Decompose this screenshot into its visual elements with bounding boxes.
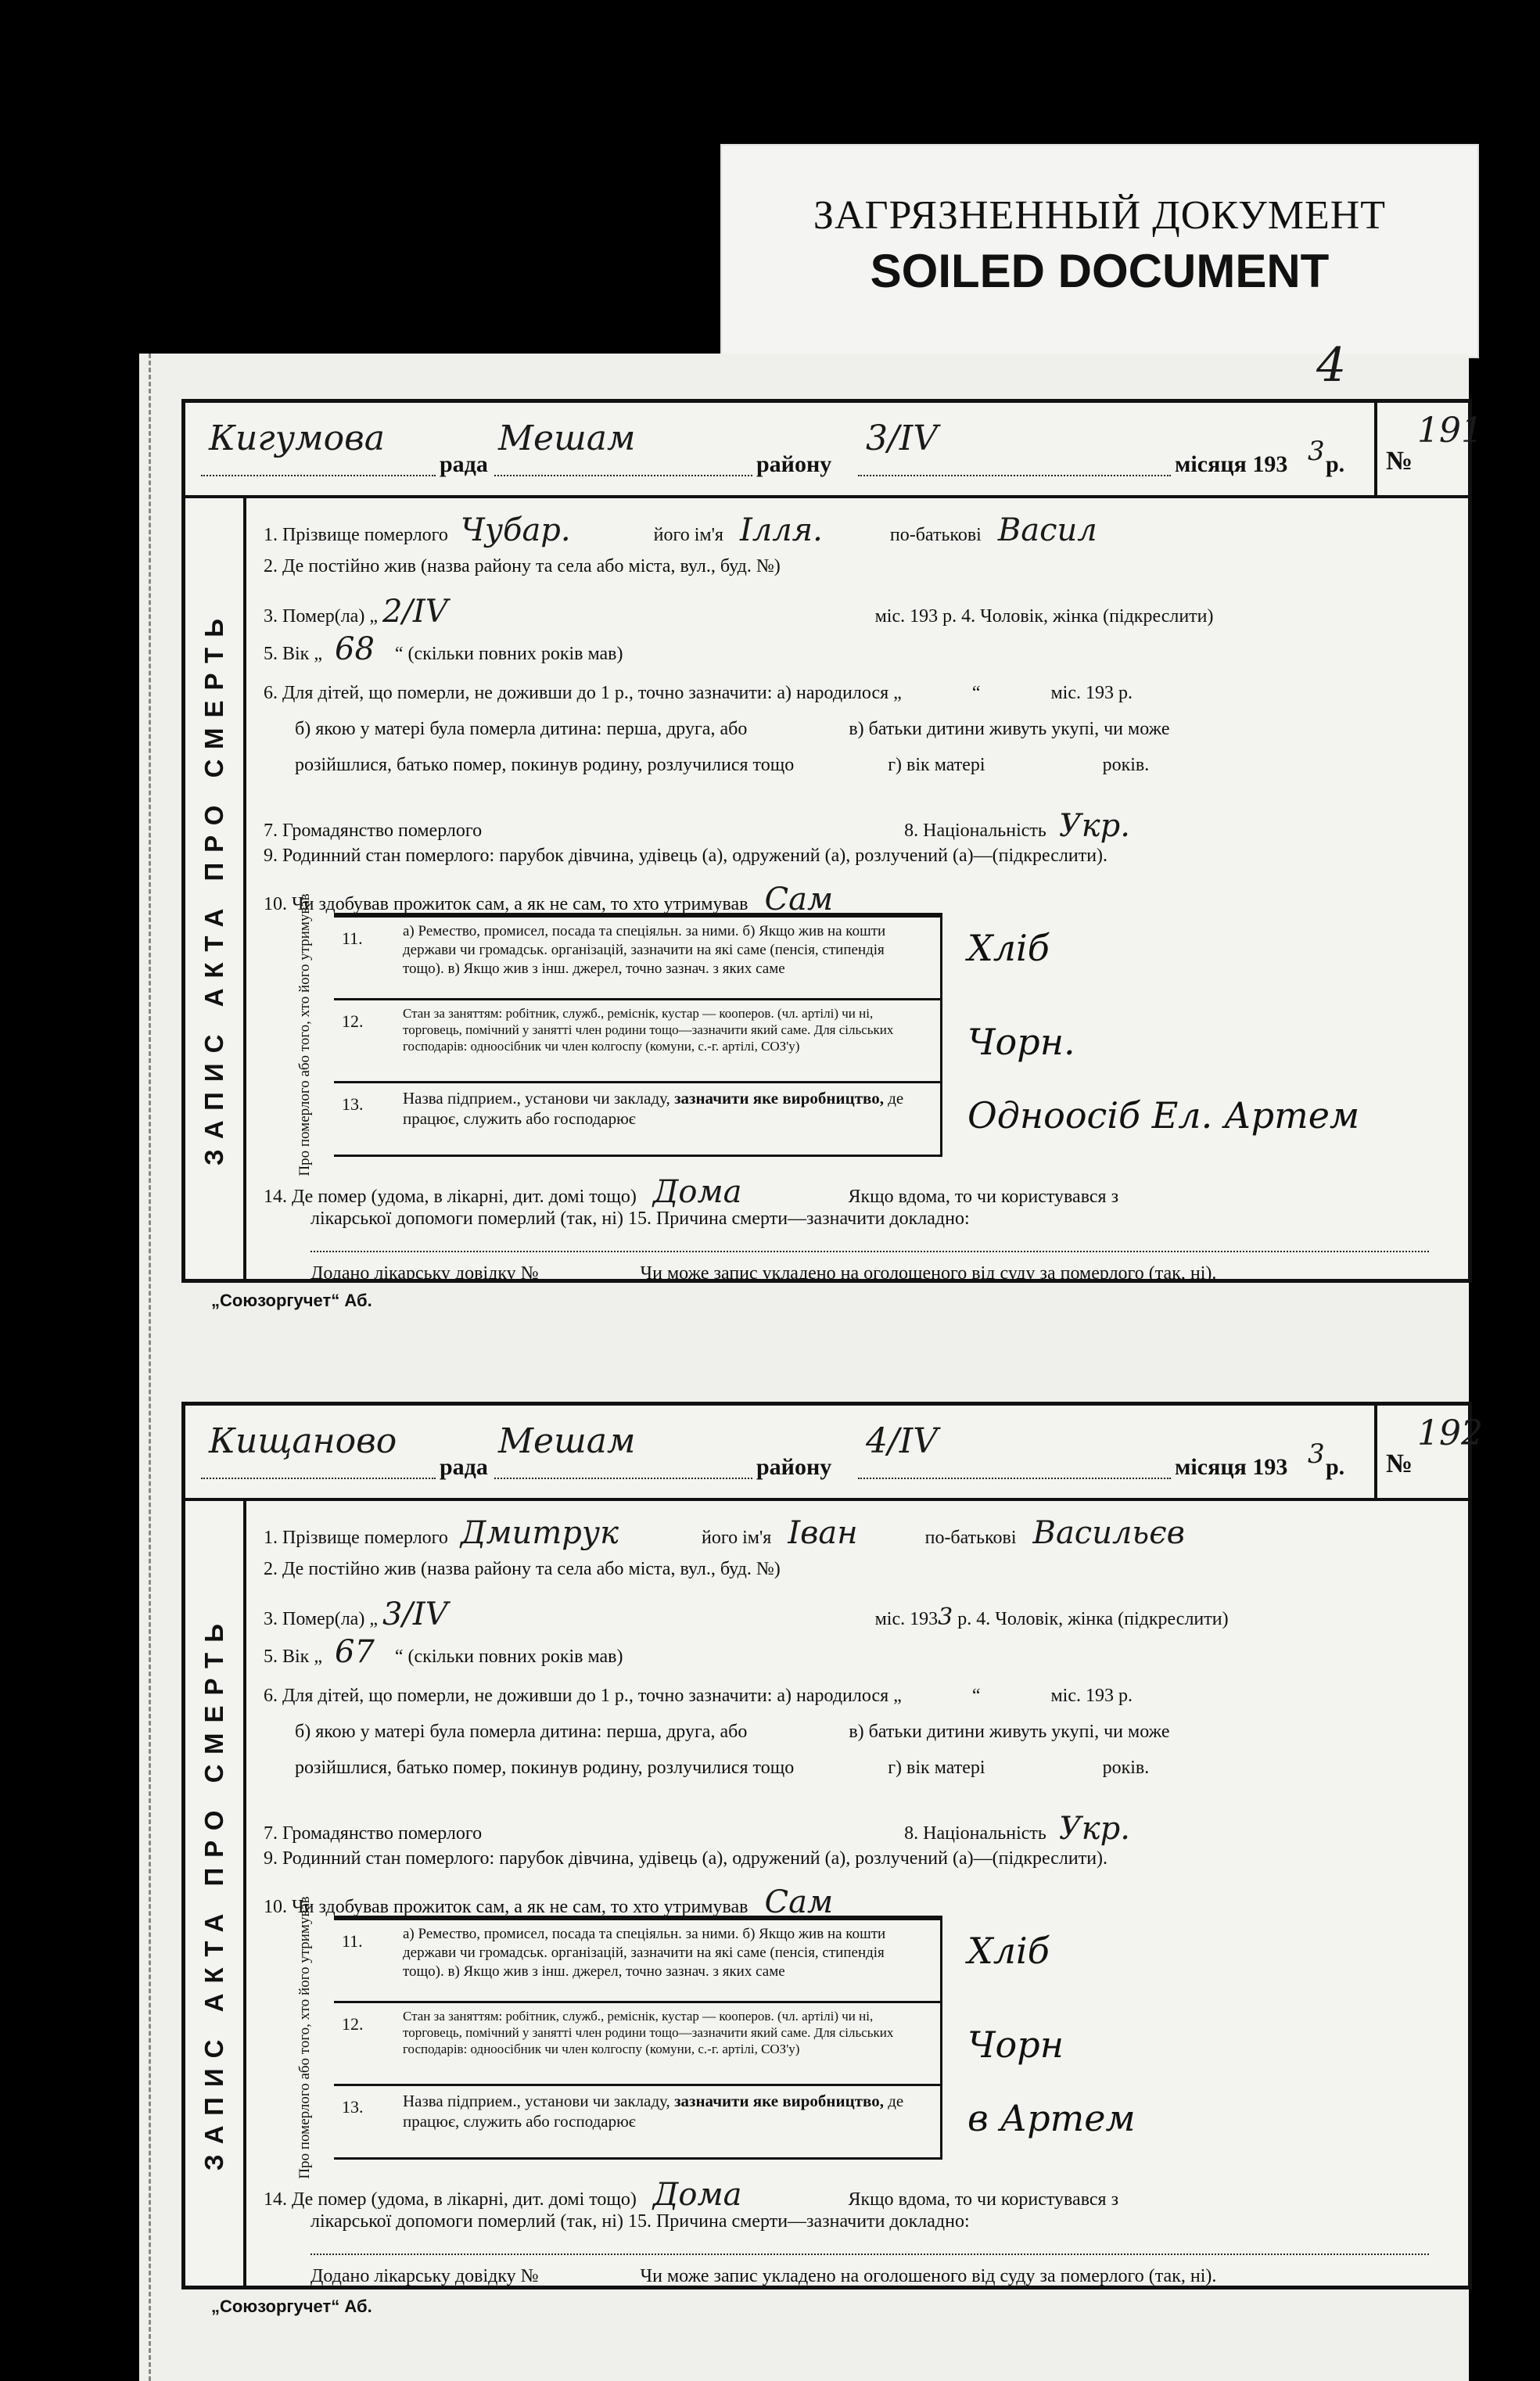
- side-title: ЗАПИС АКТА ПРО СМЕРТЬ: [199, 609, 228, 1165]
- number-handwritten: 191: [1417, 411, 1483, 451]
- nationality-label: 8. Національність: [904, 821, 1046, 841]
- side-title: ЗАПИС АКТА ПРО СМЕРТЬ: [199, 1613, 228, 2171]
- row-12-number: 12.: [342, 2014, 364, 2034]
- place-of-death-handwritten: Дома: [652, 2177, 742, 2213]
- place-of-death-handwritten: Дома: [652, 1174, 742, 1210]
- underline: [494, 1478, 752, 1479]
- row-11-number: 11.: [342, 928, 363, 948]
- number-label: №: [1386, 447, 1413, 476]
- label-english: SOILED DOCUMENT: [870, 245, 1330, 297]
- died-year-handwritten: 3: [938, 1603, 953, 1631]
- occupation-handwritten: Хлiб: [967, 927, 1050, 969]
- cause-line: [311, 2254, 1429, 2255]
- age-label: 5. Вік „: [264, 644, 322, 664]
- row-13: [334, 1081, 940, 1157]
- nationality-handwritten: Укр.: [1058, 808, 1130, 844]
- line-6a: [264, 1686, 1133, 1707]
- age-handwritten: 67: [335, 1634, 375, 1670]
- died-label: 3. Помер(ла) „: [264, 1609, 378, 1629]
- row-13-text: [403, 2091, 927, 2131]
- place-of-death-label: 14. Де помер (удома, в лікарні, дит. домі тощо): [264, 2189, 637, 2210]
- line-9: 9. Родинний стан померлого: парубок дівчина, удівець (а), одружений (а), розлучений (а)—(підкреслити).: [264, 1848, 1108, 1869]
- row-13-b: зазначити яке виробництво,: [674, 1089, 884, 1108]
- underline: [494, 475, 752, 476]
- surname-handwritten: Чубар.: [460, 512, 571, 548]
- row-12-text: Стан за заняттям: робітник, служб., реміснік, кустар — кооперов. (чл. артілі) чи ні, торговець, помічний у занятті член родини тощо—зазначити який саме. Для сільських господарів: одноосібник чи член колгоспу (комуни, с.-г. артілі, СОЗ'у): [403, 2009, 894, 2056]
- died-label: 3. Помер(ла) „: [264, 606, 378, 627]
- workplace-handwritten: Одноосiб Ел. Артем: [967, 1094, 1360, 1137]
- section-vertical-label: [278, 1896, 332, 2179]
- status-handwritten: Чорн.: [967, 1021, 1075, 1063]
- row-11-text: а) Ремество, промисел, посада та спеціяльн. за ними. б) Якщо жив на кошти держави чи громадськ. організацій, зазначити на які саме (пенсія, стипендія тощо). в) Якщо жив з інш. джерел, точно зазнач. з яких саме: [403, 1926, 886, 1980]
- age-note: “ (скільки повних років мав): [394, 1647, 623, 1667]
- sex-label: р. 4. Чоловік, жінка (підкреслити): [957, 1609, 1229, 1629]
- citizenship-label: 7. Громадянство померлого: [264, 821, 483, 841]
- sex-label: р. 4. Чоловік, жінка (підкреслити): [942, 606, 1214, 627]
- row-13-a: Назва підприем., установи чи закладу,: [403, 2092, 670, 2110]
- divider: [1374, 403, 1377, 495]
- raion-label: району: [756, 1454, 832, 1480]
- years-label: років.: [1102, 1758, 1150, 1778]
- row-13-a: Назва підприем., установи чи закладу,: [403, 1089, 670, 1108]
- support-handwritten: Сам: [764, 1884, 834, 1920]
- parents-status-label: розійшлися, батько помер, покинув родину, розлучилися тощо: [295, 1758, 795, 1778]
- home-care-label: Якщо вдома, то чи користувався з: [848, 2189, 1119, 2210]
- line-3: [264, 1596, 1229, 1632]
- support-label: 10. Чи здобував прожиток сам, а як не сам, то хто утримував: [264, 1897, 748, 1917]
- line-14: [264, 1174, 1118, 1210]
- line-16: [311, 2266, 1216, 2287]
- died-handwritten: 2/IV: [382, 594, 448, 630]
- quote-mark: “: [971, 1686, 981, 1706]
- years-label: років.: [1102, 755, 1150, 775]
- support-handwritten: Сам: [764, 882, 834, 918]
- line-5: [264, 1634, 623, 1670]
- document-sheet: [139, 338, 1483, 2381]
- age-handwritten: 68: [335, 631, 375, 667]
- row-13-text: [403, 1088, 927, 1129]
- name-label: його ім'я: [653, 525, 723, 545]
- perforation-line: [149, 354, 156, 2381]
- day-handwritten: 3/IV: [866, 418, 938, 458]
- parents-status-label: розійшлися, батько помер, покинув родину, розлучилися тощо: [295, 755, 795, 775]
- day-handwritten: 4/IV: [866, 1421, 938, 1461]
- printer-footer: „Союзоргучет“ Аб.: [211, 2297, 372, 2316]
- death-record-form: [181, 1402, 1483, 2289]
- row-12-text: Стан за заняттям: робітник, служб., реміснік, кустар — кооперов. (чл. артілі) чи ні, торговець, помічний у занятті член родини тощо—зазначити який саме. Для сільських господарів: одноосібник чи член колгоспу (комуни, с.-г. артілі, СОЗ'у): [403, 1006, 894, 1054]
- line-3: [264, 594, 1214, 630]
- raion-label: району: [756, 451, 832, 477]
- quote-mark: “: [971, 683, 981, 703]
- died-month-label: міс. 193: [874, 1609, 939, 1629]
- form-header: [185, 1406, 1483, 1501]
- row-11-number: 11.: [342, 1931, 363, 1951]
- section-vertical-label: [278, 893, 332, 1176]
- row-13-number: 13.: [342, 2097, 364, 2117]
- line-5: [264, 631, 623, 667]
- certificate-label: Додано лікарську довідку №: [311, 2266, 539, 2286]
- raion-handwritten: Мешам: [498, 418, 636, 458]
- number-label: №: [1386, 1449, 1413, 1478]
- year-suffix: р.: [1326, 1454, 1345, 1480]
- soiled-document-label: [720, 144, 1479, 358]
- line-15: лікарської допомоги померлий (так, ні) 15. Причина смерти—зазначити докладно:: [311, 1208, 970, 1229]
- divider: [1374, 1406, 1377, 1498]
- year-digit-handwritten: 3: [1308, 436, 1325, 467]
- line-6a: [264, 683, 1133, 704]
- nationality-handwritten: Укр.: [1058, 1811, 1130, 1847]
- line-1: [264, 512, 1097, 548]
- line-6b: [295, 719, 1170, 740]
- death-record-form: [181, 399, 1483, 1284]
- status-handwritten: Чорн: [967, 2024, 1064, 2066]
- line-16: [311, 1263, 1216, 1284]
- surname-label: 1. Прізвище померлого: [264, 525, 448, 545]
- line-6b: [295, 1722, 1170, 1743]
- rada-handwritten: Кищаново: [209, 1421, 397, 1461]
- label-russian: ЗАГРЯЗНЕННЫЙ ДОКУМЕНТ: [813, 193, 1387, 238]
- patronymic-label: по-батькові: [924, 1528, 1017, 1548]
- parents-label: в) батьки дитини живуть укупі, чи може: [849, 719, 1170, 739]
- rada-label: рада: [440, 451, 488, 477]
- year-suffix: р.: [1326, 451, 1345, 477]
- raion-handwritten: Мешам: [498, 1421, 636, 1461]
- printer-footer: „Союзоргучет“ Аб.: [211, 1291, 372, 1310]
- underline: [858, 1478, 1171, 1479]
- patronymic-handwritten: Васил: [997, 512, 1097, 548]
- underline: [201, 475, 436, 476]
- court-label: Чи може запис укладено на оголошеного від суду за померлого (так, ні).: [640, 2266, 1217, 2286]
- rada-label: рада: [440, 1454, 488, 1480]
- child-born-month: міс. 193 р.: [1050, 683, 1133, 703]
- workplace-handwritten: в Артем: [967, 2097, 1136, 2139]
- certificate-label: Додано лікарську довідку №: [311, 1263, 539, 1284]
- surname-label: 1. Прізвище померлого: [264, 1528, 448, 1548]
- month-label: місяця 193: [1175, 1454, 1288, 1480]
- line-9: 9. Родинний стан померлого: парубок дівчина, удівець (а), одружений (а), розлучений (а)—(підкреслити).: [264, 846, 1108, 866]
- side-title-bar: [185, 495, 246, 1279]
- line-15: лікарської допомоги померлий (так, ні) 15. Причина смерти—зазначити докладно:: [311, 2211, 970, 2232]
- month-label: місяця 193: [1175, 451, 1288, 477]
- name-handwritten: Іван: [788, 1515, 858, 1551]
- row-11: [334, 915, 940, 1000]
- line-6c: [295, 1758, 1149, 1779]
- name-label: його ім'я: [702, 1528, 772, 1548]
- form-header: [185, 403, 1483, 498]
- cause-line: [311, 1251, 1429, 1252]
- name-handwritten: Ілля.: [739, 512, 823, 548]
- row-13: [334, 2084, 940, 2160]
- corner-mark: 4: [1316, 338, 1347, 393]
- citizenship-label: 7. Громадянство померлого: [264, 1823, 483, 1844]
- row-13-c: де працює, служить або господарює: [403, 1089, 904, 1128]
- child-born-label: 6. Для дітей, що померли, не доживши до 1 р., точно зазначити: а) народилося „: [264, 683, 902, 703]
- patronymic-label: по-батькові: [889, 525, 982, 545]
- occupation-handwritten: Хлiб: [967, 1930, 1050, 1972]
- surname-handwritten: Дмитрук: [460, 1515, 619, 1551]
- line-7: [264, 808, 1130, 844]
- row-13-number: 13.: [342, 1094, 364, 1114]
- support-label: 10. Чи здобував прожиток сам, а як не сам, то хто утримував: [264, 894, 748, 914]
- row-12: [334, 2001, 940, 2086]
- child-order-label: б) якою у матері була померла дитина: перша, друга, або: [295, 719, 748, 739]
- row-12: [334, 998, 940, 1083]
- age-note: “ (скільки повних років мав): [394, 644, 623, 664]
- year-digit-handwritten: 3: [1308, 1438, 1325, 1470]
- child-born-month: міс. 193 р.: [1050, 1686, 1133, 1706]
- side-title-bar: [185, 1498, 246, 2286]
- mother-age-label: г) вік матері: [888, 755, 985, 775]
- child-order-label: б) якою у матері була померла дитина: перша, друга, або: [295, 1722, 748, 1742]
- underline: [858, 475, 1171, 476]
- section-label-text: Про померлого або того, хто його утримував: [296, 893, 313, 1176]
- line-2: 2. Де постійно жив (назва району та села або міста, вул., буд. №): [264, 556, 781, 576]
- row-13-b: зазначити яке виробництво,: [674, 2092, 884, 2110]
- died-month-label: міс. 193: [874, 606, 939, 627]
- mother-age-label: г) вік матері: [888, 1758, 985, 1778]
- row-13-c: де працює, служить або господарює: [403, 2092, 904, 2131]
- line-6c: [295, 755, 1149, 776]
- row-11: [334, 1918, 940, 2003]
- line-1: [264, 1515, 1185, 1551]
- court-label: Чи може запис укладено на оголошеного від суду за померлого (так, ні).: [640, 1263, 1217, 1284]
- row-12-number: 12.: [342, 1011, 364, 1031]
- nationality-label: 8. Національність: [904, 1823, 1046, 1844]
- line-14: [264, 2177, 1118, 2213]
- line-2: 2. Де постійно жив (назва району та села або міста, вул., буд. №): [264, 1559, 781, 1579]
- section-label-text: Про померлого або того, хто його утримував: [296, 1896, 313, 2179]
- child-born-label: 6. Для дітей, що померли, не доживши до 1 р., точно зазначити: а) народилося „: [264, 1686, 902, 1706]
- died-handwritten: 3/IV: [382, 1596, 448, 1632]
- line-7: [264, 1811, 1130, 1847]
- underline: [201, 1478, 436, 1479]
- place-of-death-label: 14. Де помер (удома, в лікарні, дит. домі тощо): [264, 1187, 637, 1207]
- number-handwritten: 192: [1417, 1413, 1483, 1453]
- row-11-text: а) Ремество, промисел, посада та спеціяльн. за ними. б) Якщо жив на кошти держави чи громадськ. організацій, зазначити на які саме (пенсія, стипендія тощо). в) Якщо жив з інш. джерел, точно зазнач. з яких саме: [403, 923, 886, 977]
- parents-label: в) батьки дитини живуть укупі, чи може: [849, 1722, 1170, 1742]
- age-label: 5. Вік „: [264, 1647, 322, 1667]
- rada-handwritten: Кигумова: [209, 418, 385, 458]
- home-care-label: Якщо вдома, то чи користувався з: [848, 1187, 1119, 1207]
- patronymic-handwritten: Васильєв: [1032, 1515, 1185, 1551]
